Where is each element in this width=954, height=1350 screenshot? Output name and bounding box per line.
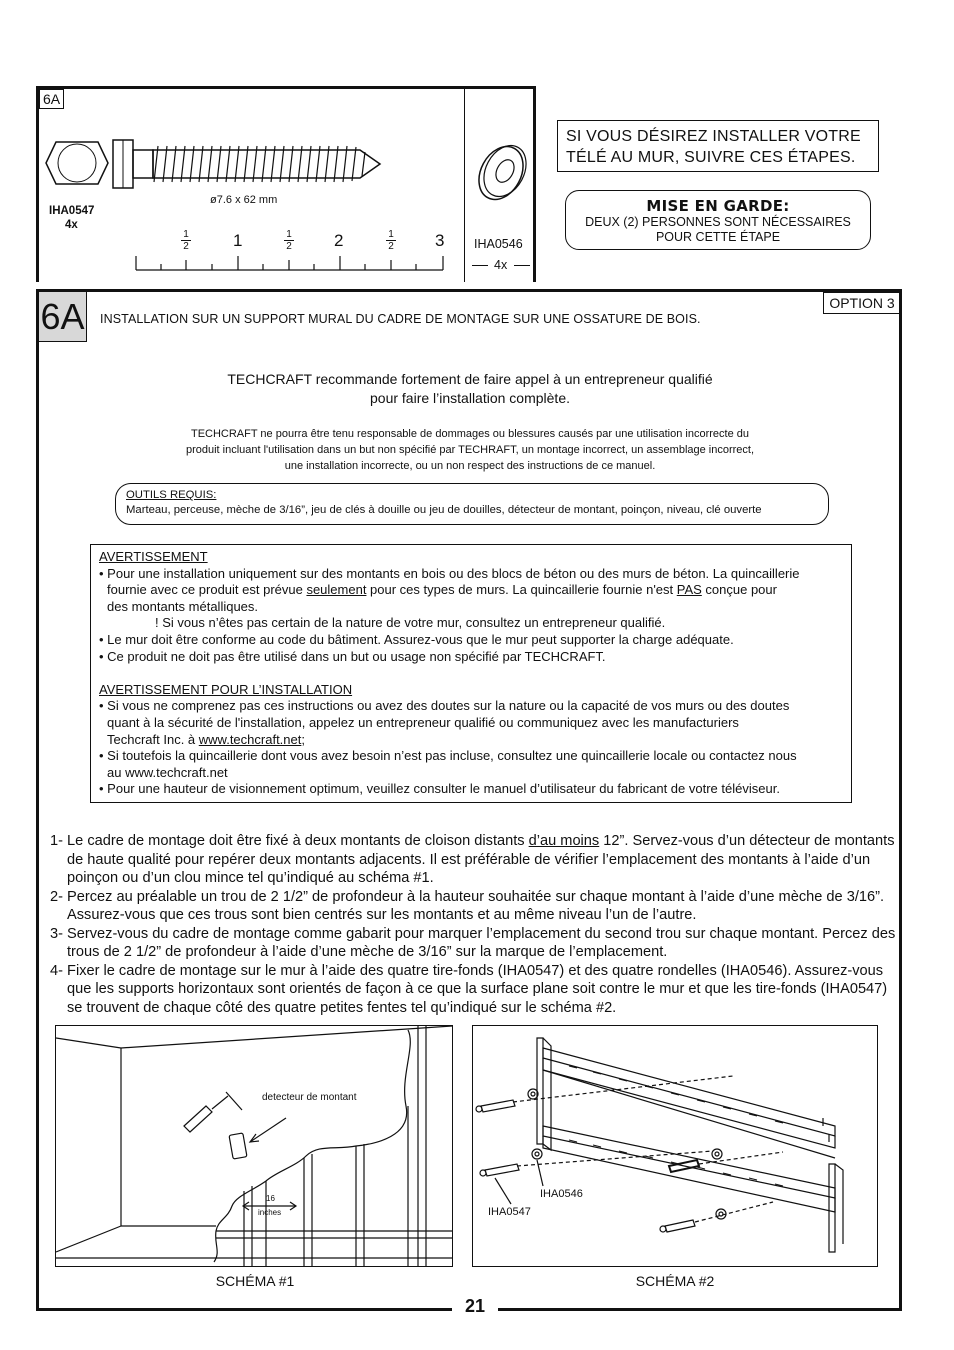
screw-size: ø7.6 x 62 mm xyxy=(210,194,278,206)
warning-bullet: • Le mur doit être conforme au code du bâtiment. Assurez-vous que le mur peut supporter la charge adéquate. xyxy=(99,631,734,647)
install-warning-bullet: • Si toutefois la quincaillerie dont vous avez besoin n’est pas incluse, consultez une quincaillerie locale ou contactez nous xyxy=(99,748,797,764)
install-warning-title: AVERTISSEMENT POUR L’INSTALLATION xyxy=(99,681,353,697)
warning-bullet-cont: des montants métalliques. xyxy=(107,598,259,614)
tools-title: OUTILS REQUIS: xyxy=(126,489,217,501)
section-title: INSTALLATION SUR UN SUPPORT MURAL DU CADRE DE MONTAGE SUR UNE OSSATURE DE BOIS. xyxy=(100,312,701,326)
caution-box xyxy=(565,190,871,250)
techcraft-link[interactable]: www.techcraft.net xyxy=(198,731,302,747)
install-warning-bullet-cont: au www.techcraft.net xyxy=(107,764,228,780)
diagram-1 xyxy=(55,1025,453,1267)
screw-code: IHA0547 xyxy=(49,205,95,217)
diagram-1-caption: SCHÉMA #1 xyxy=(215,1273,295,1289)
tools-list: Marteau, perceuse, mèche de 3/16”, jeu de clés à douille ou jeu de douilles, détecteur de montant, poinçon, niveau, clé ouverte xyxy=(126,504,762,516)
install-warning-bullet: • Si vous ne comprenez pas ces instructions ou avez des doutes sur la nature ou la capacité de vos murs ou des doutes xyxy=(99,698,790,714)
mounting-frame-illustration xyxy=(473,1026,877,1266)
warning-bullet-cont: fournie avec ce produit est prévue seulement pour ces types de murs. La quincaillerie fournie n'est PAS conçue pour xyxy=(107,582,777,598)
caution-line: POUR CETTE ÉTAPE xyxy=(655,230,781,244)
stud-finder-label: detecteur de montant xyxy=(262,1092,357,1103)
washer-qty-line xyxy=(472,265,488,266)
step-1: 1- Le cadre de montage doit être fixé à deux montants de cloison distants d’au moins 12”. Servez-vous d’un détecteur de montants de haute qualité pour repérer deux montants adjacents. Il est préférable de vérifier l’emplacement des montants à l’aide d’un poinçon ou d’un clou mince tel qu’indiqué au schéma #1. xyxy=(50,833,895,886)
section-tag: 6A xyxy=(39,292,87,342)
instruction-steps xyxy=(50,832,900,1017)
step-2: 2- Percez au préalable un trou de 2 1/2” de profondeur à la hauteur souhaitée sur chaque montant à l’aide d’une mèche de 3/16”. Assurez-vous que ces trous sont bien centrés sur les montants et au même niveau l’un de l’autre. xyxy=(50,888,885,923)
warning-bullet: • Ce produit ne doit pas être utilisé dans un but ou usage non spécifié par TECHCRAFT. xyxy=(99,648,606,664)
recommendation-line: pour faire l’installation complète. xyxy=(370,390,570,406)
diagram-2 xyxy=(472,1025,878,1267)
ruler-fraction: 1 2 xyxy=(284,230,294,251)
screw-qty: 4x xyxy=(65,219,78,231)
step-4: 4- Fixer le cadre de montage sur le mur à l’aide des quatre tire-fonds (IHA0547) et des quatre rondelles (IHA0546). Assurez-vous que les supports horizontaux sont orientés de façon à ce que la surface plane soit contre le mur et que les tire-fonds (IHA0547) se trouvent de chaque côté des quatre petites fentes tel qu’indiqué sur le schéma #2. xyxy=(50,962,888,1016)
install-warning-bullet-cont: quant à la sécurité de l'installation, appelez un entrepreneur qualifié ou communiquez avec les manufacturiers xyxy=(107,714,739,730)
diagram-2-caption: SCHÉMA #2 xyxy=(635,1273,715,1289)
measure-unit: inches xyxy=(258,1208,282,1217)
measure-value: 16 xyxy=(266,1194,275,1203)
install-warning-bullet: • Pour une hauteur de visionnement optimum, veuillez consulter le manuel d’utilisateur du fabricant de votre téléviseur. xyxy=(99,781,780,797)
recommendation xyxy=(140,370,800,408)
ruler-fraction: 1 2 xyxy=(181,230,191,251)
washer-illustration xyxy=(474,142,530,204)
washer-qty-line xyxy=(514,265,530,266)
warning-box xyxy=(90,544,852,803)
ruler-number-3: 3 xyxy=(435,231,445,250)
install-warning-bullet-cont: Techcraft Inc. à www.techcraft.net; xyxy=(107,731,305,747)
caution-line: DEUX (2) PERSONNES SONT NÉCESSAIRES xyxy=(585,215,851,229)
bottom-border xyxy=(36,1308,452,1311)
washer-qty: 4x xyxy=(494,258,508,272)
disclaimer xyxy=(140,426,800,474)
warning-bullet: • Pour une installation uniquement sur des montants en bois ou des blocs de béton ou des murs de béton. La quincaillerie xyxy=(99,565,800,581)
hardware-tag: 6A xyxy=(39,89,64,109)
caution-text xyxy=(566,215,870,245)
disclaimer-line: une installation incorrecte, ou un non respect des instructions de ce manuel. xyxy=(284,460,656,472)
screw-callout: IHA0547 xyxy=(488,1206,531,1218)
warning-note: ! Si vous n’êtes pas certain de la nature de votre mur, consultez un entrepreneur qualifié. xyxy=(155,615,666,631)
step-3: 3- Servez-vous du cadre de montage comme gabarit pour marquer l’emplacement du second trou sur chaque montant. Percez des trous de 2 1/2” de profondeur à l’aide d’une mèche de 3/16” sur la marque de l’emplacement. xyxy=(50,925,896,960)
disclaimer-line: produit incluant l'utilisation dans un but non spécifié par TECHRAFT, un montage incorrect, un assemblage incorrect, xyxy=(185,444,755,456)
hardware-divider xyxy=(464,88,465,282)
washer-callout: IHA0546 xyxy=(540,1188,583,1200)
washer-code: IHA0546 xyxy=(474,237,523,251)
stud-finder-illustration xyxy=(56,1026,452,1266)
page-number: 21 xyxy=(464,1296,486,1316)
warning-title: AVERTISSEMENT xyxy=(99,549,208,564)
ruler-number-2: 2 xyxy=(334,231,344,250)
tools-required-box xyxy=(115,483,829,525)
ruler-fraction: 1 2 xyxy=(386,230,396,251)
recommendation-line: TECHCRAFT recommande fortement de faire appel à un entrepreneur qualifié xyxy=(227,371,713,387)
bottom-border xyxy=(498,1308,902,1311)
option-tag: OPTION 3 xyxy=(823,292,901,314)
disclaimer-line: TECHCRAFT ne pourra être tenu responsable de dommages ou blessures causés par une utilisation incorrecte du xyxy=(190,428,750,440)
caution-title: MISE EN GARDE: xyxy=(646,197,790,215)
install-note: SI VOUS DÉSIREZ INSTALLER VOTRE TÉLÉ AU MUR, SUIVRE CES ÉTAPES. xyxy=(557,120,879,172)
ruler-number-1: 1 xyxy=(233,231,243,250)
